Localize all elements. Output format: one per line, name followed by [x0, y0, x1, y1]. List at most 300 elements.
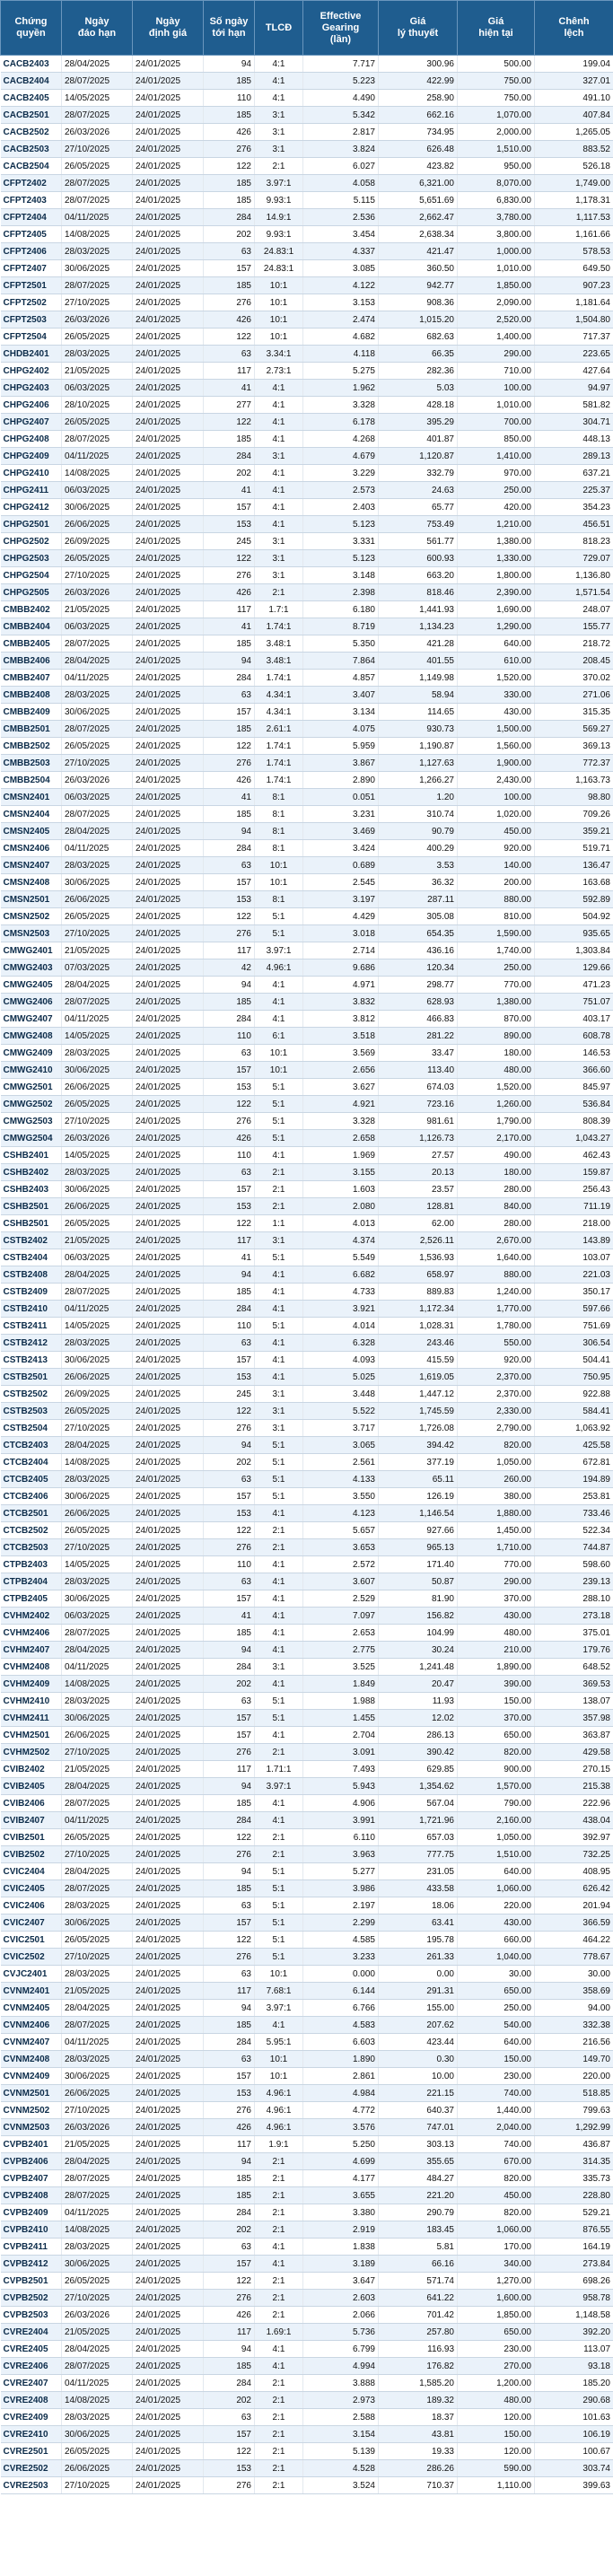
conversion-ratio: 3:1: [255, 1403, 303, 1420]
effective-gearing: 1.988: [303, 1693, 379, 1710]
difference: 201.94: [535, 1897, 613, 1914]
conversion-ratio: 2:1: [255, 2443, 303, 2460]
table-row: [1, 175, 613, 192]
difference: 491.10: [535, 90, 613, 107]
maturity-date: 28/03/2025: [62, 1693, 133, 1710]
current-price: 1,270.00: [458, 2273, 535, 2290]
conversion-ratio: 4.96:1: [255, 2102, 303, 2119]
warrant-code: CMWG2407: [1, 1011, 62, 1028]
difference: 518.85: [535, 2085, 613, 2102]
theoretical-price: 394.42: [379, 1437, 458, 1454]
difference: 149.70: [535, 2051, 613, 2068]
difference: 1,181.64: [535, 294, 613, 311]
table-row: [1, 2119, 613, 2136]
maturity-date: 27/10/2025: [62, 1744, 133, 1761]
table-row: [1, 1590, 613, 1608]
conversion-ratio: 3:1: [255, 1232, 303, 1249]
warrant-code: CHPG2503: [1, 550, 62, 567]
theoretical-price: 281.22: [379, 1028, 458, 1045]
current-price: 1,070.00: [458, 107, 535, 124]
header-warrant: Chứng quyền: [1, 1, 62, 56]
effective-gearing: 0.000: [303, 1966, 379, 1983]
theoretical-price: 1,146.54: [379, 1505, 458, 1522]
table-row: [1, 1983, 613, 2000]
conversion-ratio: 2:1: [255, 2170, 303, 2187]
warrant-code: CVHM2406: [1, 1625, 62, 1642]
theoretical-price: 65.77: [379, 499, 458, 516]
difference: 403.17: [535, 1011, 613, 1028]
difference: 143.89: [535, 1232, 613, 1249]
theoretical-price: 120.34: [379, 959, 458, 977]
valuation-date: 24/01/2025: [133, 1812, 204, 1829]
effective-gearing: 1.603: [303, 1181, 379, 1198]
valuation-date: 24/01/2025: [133, 1983, 204, 2000]
effective-gearing: 4.122: [303, 277, 379, 294]
theoretical-price: 303.13: [379, 2136, 458, 2153]
theoretical-price: 3.53: [379, 857, 458, 874]
warrant-code: CTCB2403: [1, 1437, 62, 1454]
effective-gearing: 4.075: [303, 721, 379, 738]
table-row: [1, 789, 613, 806]
maturity-date: 27/10/2025: [62, 2290, 133, 2307]
valuation-date: 24/01/2025: [133, 2187, 204, 2204]
warrant-code: CVNM2408: [1, 2051, 62, 2068]
effective-gearing: 3.407: [303, 687, 379, 704]
warrant-code: CHPG2501: [1, 516, 62, 533]
days-to-maturity: 157: [204, 1352, 255, 1369]
table-row: [1, 2256, 613, 2273]
days-to-maturity: 122: [204, 329, 255, 346]
conversion-ratio: 4:1: [255, 56, 303, 73]
theoretical-price: 2,662.47: [379, 209, 458, 226]
days-to-maturity: 185: [204, 635, 255, 653]
days-to-maturity: 63: [204, 857, 255, 874]
current-price: 250.00: [458, 2000, 535, 2017]
theoretical-price: 484.27: [379, 2170, 458, 2187]
theoretical-price: 20.13: [379, 1164, 458, 1181]
maturity-date: 04/11/2025: [62, 840, 133, 857]
warrant-code: CMWG2503: [1, 1113, 62, 1130]
days-to-maturity: 276: [204, 1420, 255, 1437]
warrant-code: CVRE2407: [1, 2375, 62, 2392]
current-price: 1,640.00: [458, 1249, 535, 1266]
warrant-code: CVNM2503: [1, 2119, 62, 2136]
days-to-maturity: 276: [204, 2477, 255, 2494]
valuation-date: 24/01/2025: [133, 1693, 204, 1710]
current-price: 1,200.00: [458, 2375, 535, 2392]
days-to-maturity: 122: [204, 414, 255, 431]
current-price: 430.00: [458, 1608, 535, 1625]
header-conversion-ratio: TLCĐ: [255, 1, 303, 56]
days-to-maturity: 117: [204, 1232, 255, 1249]
difference: 222.96: [535, 1795, 613, 1812]
current-price: 660.00: [458, 1932, 535, 1949]
effective-gearing: 1.455: [303, 1710, 379, 1727]
current-price: 1,060.00: [458, 1880, 535, 1897]
valuation-date: 24/01/2025: [133, 1164, 204, 1181]
effective-gearing: 3.091: [303, 1744, 379, 1761]
current-price: 1,330.00: [458, 550, 535, 567]
difference: 536.84: [535, 1096, 613, 1113]
conversion-ratio: 10:1: [255, 857, 303, 874]
warrant-code: CVPB2502: [1, 2290, 62, 2307]
current-price: 420.00: [458, 499, 535, 516]
current-price: 3,780.00: [458, 209, 535, 226]
maturity-date: 28/03/2025: [62, 857, 133, 874]
theoretical-price: 286.13: [379, 1727, 458, 1744]
theoretical-price: 1,726.08: [379, 1420, 458, 1437]
valuation-date: 24/01/2025: [133, 2136, 204, 2153]
warrant-code: CVHM2409: [1, 1676, 62, 1693]
warrant-code: CFPT2502: [1, 294, 62, 311]
theoretical-price: 257.80: [379, 2324, 458, 2341]
theoretical-price: 428.18: [379, 397, 458, 414]
theoretical-price: 207.62: [379, 2017, 458, 2034]
maturity-date: 28/07/2025: [62, 1284, 133, 1301]
difference: 129.66: [535, 959, 613, 977]
table-row: [1, 2170, 613, 2187]
conversion-ratio: 3:1: [255, 567, 303, 584]
theoretical-price: 710.37: [379, 2477, 458, 2494]
days-to-maturity: 426: [204, 311, 255, 329]
days-to-maturity: 284: [204, 840, 255, 857]
table-row: [1, 618, 613, 635]
table-row: [1, 1079, 613, 1096]
table-row: [1, 2290, 613, 2307]
effective-gearing: 5.342: [303, 107, 379, 124]
current-price: 1,520.00: [458, 670, 535, 687]
current-price: 2,790.00: [458, 1420, 535, 1437]
current-price: 1,570.00: [458, 1778, 535, 1795]
table-row: [1, 755, 613, 772]
days-to-maturity: 63: [204, 243, 255, 260]
conversion-ratio: 4:1: [255, 73, 303, 90]
warrant-code: CTCB2404: [1, 1454, 62, 1471]
valuation-date: 24/01/2025: [133, 1113, 204, 1130]
effective-gearing: 5.250: [303, 2136, 379, 2153]
current-price: 2,370.00: [458, 1369, 535, 1386]
effective-gearing: 4.374: [303, 1232, 379, 1249]
effective-gearing: 4.772: [303, 2102, 379, 2119]
theoretical-price: 298.77: [379, 977, 458, 994]
maturity-date: 27/10/2025: [62, 567, 133, 584]
warrant-code: CFPT2404: [1, 209, 62, 226]
theoretical-price: 2,638.34: [379, 226, 458, 243]
effective-gearing: 6.110: [303, 1829, 379, 1846]
difference: 220.00: [535, 2068, 613, 2085]
days-to-maturity: 153: [204, 1369, 255, 1386]
effective-gearing: 4.118: [303, 346, 379, 363]
maturity-date: 26/05/2025: [62, 1215, 133, 1232]
current-price: 890.00: [458, 1028, 535, 1045]
current-price: 640.00: [458, 1863, 535, 1880]
current-price: 670.00: [458, 2153, 535, 2170]
theoretical-price: 626.48: [379, 141, 458, 158]
table-row: [1, 1198, 613, 1215]
effective-gearing: 5.350: [303, 635, 379, 653]
maturity-date: 28/04/2025: [62, 2153, 133, 2170]
difference: 637.21: [535, 465, 613, 482]
days-to-maturity: 157: [204, 1914, 255, 1932]
conversion-ratio: 3:1: [255, 1659, 303, 1676]
effective-gearing: 2.066: [303, 2307, 379, 2324]
days-to-maturity: 41: [204, 1249, 255, 1266]
maturity-date: 26/06/2025: [62, 1505, 133, 1522]
valuation-date: 24/01/2025: [133, 1335, 204, 1352]
table-row: [1, 1659, 613, 1676]
theoretical-price: 654.35: [379, 925, 458, 942]
valuation-date: 24/01/2025: [133, 141, 204, 158]
maturity-date: 04/11/2025: [62, 670, 133, 687]
effective-gearing: 2.775: [303, 1642, 379, 1659]
table-row: [1, 124, 613, 141]
effective-gearing: 4.528: [303, 2460, 379, 2477]
valuation-date: 24/01/2025: [133, 2324, 204, 2341]
maturity-date: 21/05/2025: [62, 942, 133, 959]
table-row: [1, 192, 613, 209]
current-price: 880.00: [458, 891, 535, 908]
table-row: [1, 1301, 613, 1318]
table-row: [1, 260, 613, 277]
current-price: 770.00: [458, 977, 535, 994]
current-price: 3,800.00: [458, 226, 535, 243]
maturity-date: 26/05/2025: [62, 1096, 133, 1113]
warrant-code: CACB2404: [1, 73, 62, 90]
header-days-to-maturity: Số ngày tới hạn: [204, 1, 255, 56]
valuation-date: 24/01/2025: [133, 346, 204, 363]
difference: 717.37: [535, 329, 613, 346]
warrant-code: CHPG2410: [1, 465, 62, 482]
valuation-date: 24/01/2025: [133, 977, 204, 994]
current-price: 750.00: [458, 73, 535, 90]
maturity-date: 28/07/2025: [62, 1625, 133, 1642]
current-price: 590.00: [458, 2460, 535, 2477]
table-row: [1, 158, 613, 175]
conversion-ratio: 4:1: [255, 1590, 303, 1608]
current-price: 950.00: [458, 158, 535, 175]
warrant-code: CVHM2402: [1, 1608, 62, 1625]
current-price: 1,900.00: [458, 755, 535, 772]
effective-gearing: 3.569: [303, 1045, 379, 1062]
maturity-date: 14/05/2025: [62, 1028, 133, 1045]
table-row: [1, 1625, 613, 1642]
days-to-maturity: 153: [204, 2460, 255, 2477]
difference: 709.26: [535, 806, 613, 823]
maturity-date: 26/06/2025: [62, 1369, 133, 1386]
days-to-maturity: 276: [204, 1539, 255, 1556]
warrant-code: CHPG2407: [1, 414, 62, 431]
days-to-maturity: 277: [204, 397, 255, 414]
conversion-ratio: 5:1: [255, 1079, 303, 1096]
maturity-date: 28/07/2025: [62, 721, 133, 738]
maturity-date: 26/05/2025: [62, 2273, 133, 2290]
valuation-date: 24/01/2025: [133, 806, 204, 823]
current-price: 1,880.00: [458, 1505, 535, 1522]
conversion-ratio: 1.74:1: [255, 670, 303, 687]
days-to-maturity: 157: [204, 1062, 255, 1079]
warrant-code: CVIB2406: [1, 1795, 62, 1812]
warrant-code: CHPG2402: [1, 363, 62, 380]
warrant-code: CMSN2404: [1, 806, 62, 823]
effective-gearing: 3.653: [303, 1539, 379, 1556]
days-to-maturity: 122: [204, 1215, 255, 1232]
maturity-date: 27/10/2025: [62, 925, 133, 942]
warrant-code: CFPT2503: [1, 311, 62, 329]
table-row: [1, 1522, 613, 1539]
current-price: 970.00: [458, 465, 535, 482]
maturity-date: 26/03/2026: [62, 2119, 133, 2136]
conversion-ratio: 2:1: [255, 2221, 303, 2239]
theoretical-price: 63.41: [379, 1914, 458, 1932]
table-row: [1, 2204, 613, 2221]
effective-gearing: 3.065: [303, 1437, 379, 1454]
maturity-date: 30/06/2025: [62, 2256, 133, 2273]
difference: 698.26: [535, 2273, 613, 2290]
theoretical-price: 27.57: [379, 1147, 458, 1164]
conversion-ratio: 2:1: [255, 2375, 303, 2392]
conversion-ratio: 2:1: [255, 2460, 303, 2477]
valuation-date: 24/01/2025: [133, 1676, 204, 1693]
difference: 711.19: [535, 1198, 613, 1215]
current-price: 1,050.00: [458, 1454, 535, 1471]
current-price: 1,560.00: [458, 738, 535, 755]
maturity-date: 21/05/2025: [62, 2136, 133, 2153]
table-row: [1, 1130, 613, 1147]
conversion-ratio: 2:1: [255, 584, 303, 601]
conversion-ratio: 4:1: [255, 90, 303, 107]
effective-gearing: 3.148: [303, 567, 379, 584]
conversion-ratio: 5.95:1: [255, 2034, 303, 2051]
warrant-code: CMWG2401: [1, 942, 62, 959]
days-to-maturity: 117: [204, 601, 255, 618]
warrant-code: CVPB2406: [1, 2153, 62, 2170]
table-row: [1, 1795, 613, 1812]
effective-gearing: 2.572: [303, 1556, 379, 1573]
difference: 215.38: [535, 1778, 613, 1795]
theoretical-price: 332.79: [379, 465, 458, 482]
valuation-date: 24/01/2025: [133, 1488, 204, 1505]
difference: 883.52: [535, 141, 613, 158]
valuation-date: 24/01/2025: [133, 1471, 204, 1488]
theoretical-price: 734.95: [379, 124, 458, 141]
theoretical-price: 682.63: [379, 329, 458, 346]
maturity-date: 28/03/2025: [62, 687, 133, 704]
table-row: [1, 465, 613, 482]
table-row: [1, 1505, 613, 1522]
maturity-date: 06/03/2025: [62, 1249, 133, 1266]
valuation-date: 24/01/2025: [133, 107, 204, 124]
conversion-ratio: 1.74:1: [255, 755, 303, 772]
days-to-maturity: 157: [204, 499, 255, 516]
current-price: 750.00: [458, 90, 535, 107]
difference: 778.67: [535, 1949, 613, 1966]
maturity-date: 28/07/2025: [62, 277, 133, 294]
difference: 146.53: [535, 1045, 613, 1062]
current-price: 700.00: [458, 414, 535, 431]
maturity-date: 26/06/2025: [62, 1727, 133, 1744]
conversion-ratio: 10:1: [255, 311, 303, 329]
warrant-code: CVRE2409: [1, 2409, 62, 2426]
theoretical-price: 33.47: [379, 1045, 458, 1062]
warrant-code: CVRE2406: [1, 2358, 62, 2375]
warrant-code: CACB2501: [1, 107, 62, 124]
effective-gearing: 3.812: [303, 1011, 379, 1028]
difference: 1,063.92: [535, 1420, 613, 1437]
effective-gearing: 5.123: [303, 550, 379, 567]
difference: 584.41: [535, 1403, 613, 1420]
effective-gearing: 3.189: [303, 2256, 379, 2273]
difference: 357.98: [535, 1710, 613, 1727]
table-row: [1, 363, 613, 380]
effective-gearing: 3.607: [303, 1573, 379, 1590]
warrant-code: CVPB2407: [1, 2170, 62, 2187]
valuation-date: 24/01/2025: [133, 1829, 204, 1846]
conversion-ratio: 1.74:1: [255, 738, 303, 755]
theoretical-price: 561.77: [379, 533, 458, 550]
maturity-date: 27/10/2025: [62, 1420, 133, 1437]
maturity-date: 26/03/2026: [62, 1130, 133, 1147]
effective-gearing: 1.962: [303, 380, 379, 397]
effective-gearing: 6.603: [303, 2034, 379, 2051]
difference: 113.07: [535, 2341, 613, 2358]
valuation-date: 24/01/2025: [133, 1454, 204, 1471]
maturity-date: 28/07/2025: [62, 2187, 133, 2204]
days-to-maturity: 157: [204, 2256, 255, 2273]
theoretical-price: 1,028.31: [379, 1318, 458, 1335]
header-difference: Chênh lệch: [535, 1, 613, 56]
days-to-maturity: 41: [204, 380, 255, 397]
days-to-maturity: 122: [204, 2273, 255, 2290]
current-price: 340.00: [458, 2256, 535, 2273]
conversion-ratio: 2:1: [255, 2477, 303, 2494]
difference: 733.46: [535, 1505, 613, 1522]
table-row: [1, 2221, 613, 2239]
valuation-date: 24/01/2025: [133, 1761, 204, 1778]
valuation-date: 24/01/2025: [133, 2221, 204, 2239]
warrant-code: CHPG2409: [1, 448, 62, 465]
conversion-ratio: 4:1: [255, 1369, 303, 1386]
valuation-date: 24/01/2025: [133, 311, 204, 329]
theoretical-price: 5,651.69: [379, 192, 458, 209]
theoretical-price: 466.83: [379, 1011, 458, 1028]
theoretical-price: 981.61: [379, 1113, 458, 1130]
maturity-date: 28/07/2025: [62, 2017, 133, 2034]
valuation-date: 24/01/2025: [133, 2460, 204, 2477]
maturity-date: 28/03/2025: [62, 1335, 133, 1352]
theoretical-price: 6,321.00: [379, 175, 458, 192]
effective-gearing: 4.133: [303, 1471, 379, 1488]
effective-gearing: 3.231: [303, 806, 379, 823]
days-to-maturity: 157: [204, 874, 255, 891]
valuation-date: 24/01/2025: [133, 584, 204, 601]
warrant-code: CHPG2502: [1, 533, 62, 550]
difference: 799.63: [535, 2102, 613, 2119]
conversion-ratio: 24.83:1: [255, 260, 303, 277]
effective-gearing: 3.229: [303, 465, 379, 482]
table-row: [1, 994, 613, 1011]
days-to-maturity: 185: [204, 721, 255, 738]
difference: 335.73: [535, 2170, 613, 2187]
conversion-ratio: 5:1: [255, 1880, 303, 1897]
valuation-date: 24/01/2025: [133, 738, 204, 755]
theoretical-price: 600.93: [379, 550, 458, 567]
difference: 672.81: [535, 1454, 613, 1471]
current-price: 1,510.00: [458, 1846, 535, 1863]
maturity-date: 28/07/2025: [62, 107, 133, 124]
maturity-date: 27/10/2025: [62, 1539, 133, 1556]
warrant-code: CSTB2503: [1, 1403, 62, 1420]
maturity-date: 14/08/2025: [62, 1454, 133, 1471]
